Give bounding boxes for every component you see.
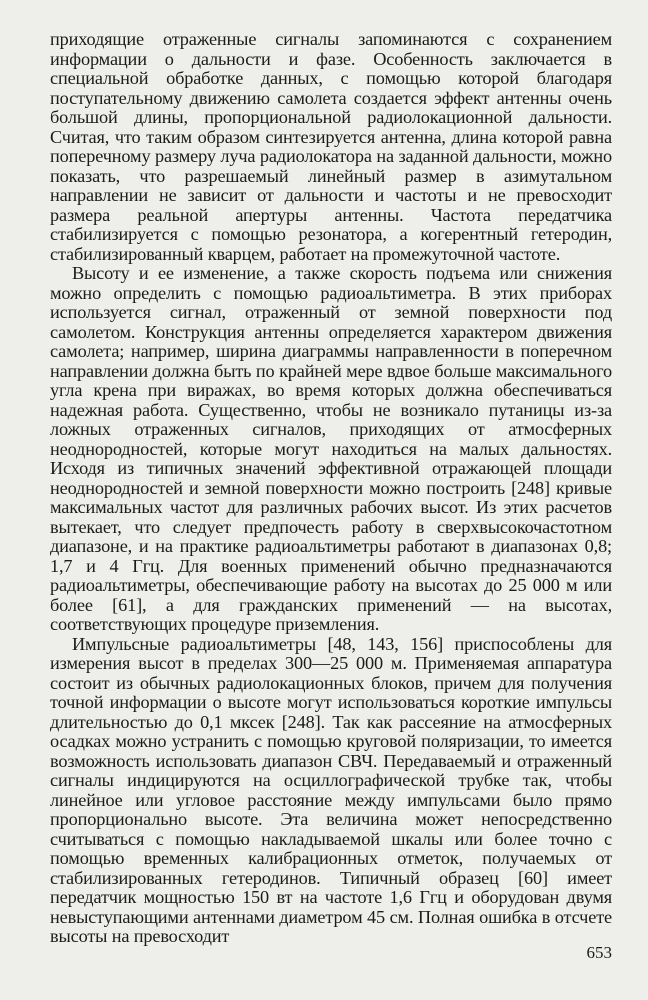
- paragraph-3: Импульсные радиоальтиметры [48, 143, 156] приспособлены для измерения высот в пределах 300—25 000 м. Применяемая аппаратура состоит из обычных радиолокационных блоков, причем для получения точной информации о высоте могут использоваться короткие импульсы длительностью до 0,1 мксек [248]. Так как рассеяние на атмосферных осадках можно устранить с помощью круговой поляризации, то имеется возможность использовать диапазон СВЧ. Передаваемый и отраженный сигналы индицируются на осциллографической трубке так, чтобы линейное или угловое расстояние между импульсами было прямо пропорционально высоте. Эта величина может непосредственно считываться с помощью накладываемой шкалы или более точно с помощью временных калибрационных отметок, получаемых от стабилизированных гетеродинов. Типичный образец [60] имеет передатчик мощностью 150 вт на частоте 1,6 Ггц и оборудован двумя невыступающими антеннами диаметром 45 см. Полная ошибка в отсчете высоты на превосходит: [50, 633, 612, 946]
- paragraph-2: Высоту и ее изменение, а также скорость подъема или снижения можно определить с помощью радиоальтиметра. В этих приборах используется сигнал, отраженный от земной поверхности под самолетом. Конструкция антенны определяется характером движения самолета; например, ширина диаграммы направленности в поперечном направлении должна быть по крайней мере вдвое больше максимального угла крена при виражах, во время которых должна обеспечиваться надежная работа. Существенно, чтобы не возникало путаницы из-за ложных отраженных сигналов, приходящих от атмосферных неоднородностей, которые могут находиться на малых дальностях. Исходя из типичных значений эффективной отражающей площади неоднородностей и земной поверхности можно построить [248] кривые максимальных частот для различных рабочих высот. Из этих расчетов вытекает, что следует предпочесть работу в сверхвысокочастотном диапазоне, и на практике радиоальтиметры работают в диапазонах 0,8; 1,7 и 4 Ггц. Для военных применений обычно предназначаются радиоальтиметры, обеспечивающие работу на высотах до 25 000 м или более [61], а для гражданских применений — на высотах, соответствующих процедуре приземления.: [50, 263, 612, 634]
- page-body: [50, 30, 612, 947]
- paragraph-1: приходящие отраженные сигналы запоминаются с сохранением информации о дальности и фазе. Особенность заключается в специальной обработке данных, с помощью которой благодаря поступательному движению самолета создается эффект антенны очень большой длины, пропорциональной радиолокационной дальности. Считая, что таким образом синтезируется антенна, длина которой равна поперечному размеру луча радиолокатора на заданной дальности, можно показать, что разрешаемый линейный размер в азимутальном направлении не зависит от дальности и частоты и не превосходит размера реальной апертуры антенны. Частота передатчика стабилизируется с помощью резонатора, а когерентный гетеродин, стабилизированный кварцем, работает на промежуточной частоте.: [50, 29, 612, 264]
- page-number: 653: [586, 943, 612, 962]
